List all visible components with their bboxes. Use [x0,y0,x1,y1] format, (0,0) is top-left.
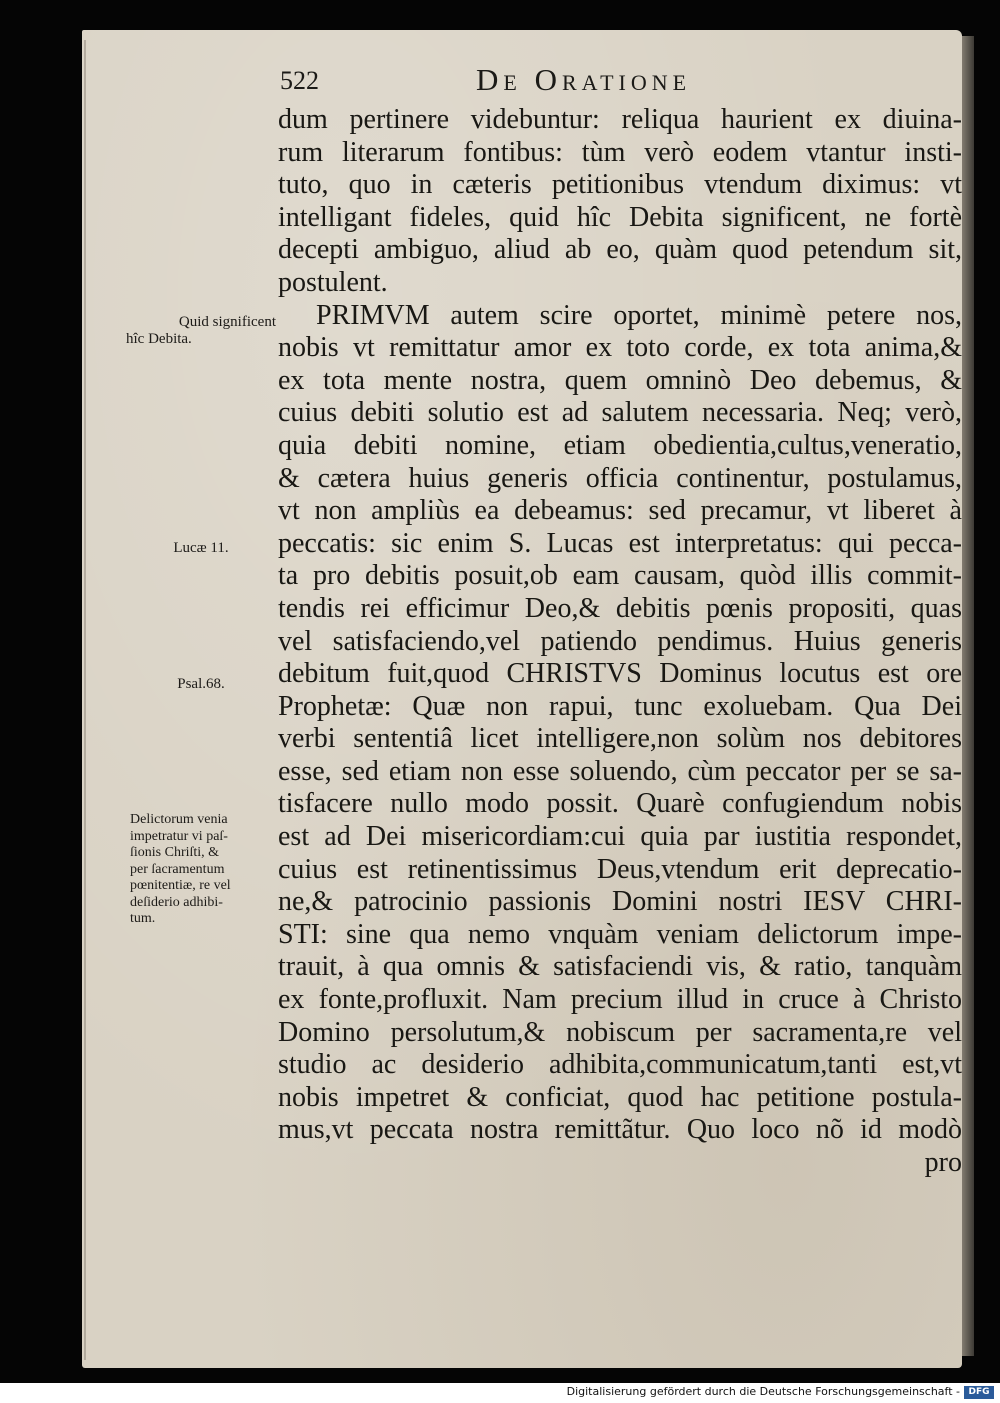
margin-note-line: pœnitentiæ, re vel [130,878,231,893]
text-line: vel satisfaciendo,vel patiendo pendimus. Huius generis [278,625,962,657]
margin-note-line: deſiderio adhibi- [130,894,223,910]
text-line: mus,vt peccata nostra remittãtur. Quo loco nõ id modò [278,1114,962,1146]
text-line: est ad Dei misericordiam:cui quia par iustitia respondet, [278,821,962,853]
margin-note-line: hîc Debita. [126,331,192,347]
margin-note-line: Quid significent [178,314,276,330]
margin-note-line: Delictorum venia [130,812,228,827]
text-line: cuius est retinentissimus Deus,vtendum erit deprecatio- [278,853,962,885]
text-line: rum literarum fontibus: tùm verò eodem vtantur insti- [278,136,962,168]
text-line: debitum fuit,quod CHRISTVS Dominus locutus est ore [278,658,962,690]
text-line: verbi sententiâ licet intelligere,non solùm nos debitores [278,723,962,755]
body-text [278,104,962,1180]
margin-note-line: per ſacramentum [130,861,225,877]
running-title: De Oratione [476,62,692,97]
text-line: PRIMVM autem scire oportet, minimè petere nos, [316,299,962,331]
margin-note-line: Lucæ 11. [173,540,229,556]
text-line: STI: sine qua nemo vnquàm veniam delictorum impe- [278,918,962,950]
margin-note-luke [126,540,276,557]
text-line: ne,& patrocinio passionis Domini nostri IESV CHRI- [278,886,962,918]
margin-note-line: Psal.68. [177,676,225,692]
gutter-mark [84,40,86,1360]
text-line: quia debiti nomine, etiam obedientia,cultus,veneratio, [278,429,962,461]
text-line: vt non ampliùs ea debeamus: sed precamur, vt liberet à [278,495,962,527]
text-line: nobis vt remittatur amor ex toto corde, ex tota anima,& [278,332,962,364]
text-line: Domino persolutum,& nobiscum per sacramenta,re vel [278,1016,962,1048]
text-line: postulent. [278,266,388,298]
footer-bar [0,1383,1000,1403]
text-line: ex fonte,profluxit. Nam precium illud in cruce à Christo [278,984,962,1016]
text-line: Prophetæ: Quæ non rapui, tunc exoluebam. Qua Dei [278,690,962,722]
page-number: 522 [280,66,319,95]
text-line: tuto, quo in cæteris petitionibus vtendum diximus: vt [278,169,962,201]
text-line: intelligant fideles, quid hîc Debita significent, ne fortè [278,201,962,233]
text-line: tisfacere nullo modo possit. Quarè confugiendum nobis [278,788,962,820]
dfg-logo-icon: DFG [964,1386,994,1399]
margin-note-psalm [126,676,276,693]
margin-note-line: impetratur vi paſ- [130,828,228,844]
text-line: dum pertinere videbuntur: reliqua haurient ex diuina- [278,104,962,135]
margin-note-debita [126,314,276,348]
catchword: pro [924,1147,962,1178]
footer-credit: Digitalisierung gefördert durch die Deutsche Forschungsgemeinschaft - [566,1385,960,1398]
text-line: studio ac desiderio adhibita,communicatum,tanti est,vt [278,1049,962,1081]
text-line: peccatis: sic enim S. Lucas est interpretatus: qui pecca- [278,527,962,559]
text-line: ex tota mente nostra, quem omninò Deo debemus, & [278,364,962,396]
text-line: ta pro debitis posuit,ob eam causam, quòd illis commit- [278,560,962,592]
text-line: esse, sed etiam non esse soluendo, cùm peccator per se sa- [278,755,962,787]
text-line: nobis impetret & conficiat, quod hac petitione postula- [278,1081,962,1113]
text-line: & cætera huius generis officia continentur, postulamus, [278,462,962,494]
text-line: cuius debiti solutio est ad salutem necessaria. Neq; verò, [278,397,962,429]
margin-note-line: ſionis Chriſti, & [130,845,220,860]
page-edge-shadow [960,36,974,1356]
text-line: trauit, à qua omnis & satisfaciendi vis, & ratio, tanquàm [278,951,962,983]
margin-note-line: tum. [130,911,156,926]
text-line: tendis rei efficimur Deo,& debitis pœnis propositi, quas [278,592,962,624]
text-line: decepti ambiguo, aliud ab eo, quàm quod petendum sit, [278,234,962,266]
running-head [280,62,960,102]
margin-note-delictorum [130,812,274,928]
